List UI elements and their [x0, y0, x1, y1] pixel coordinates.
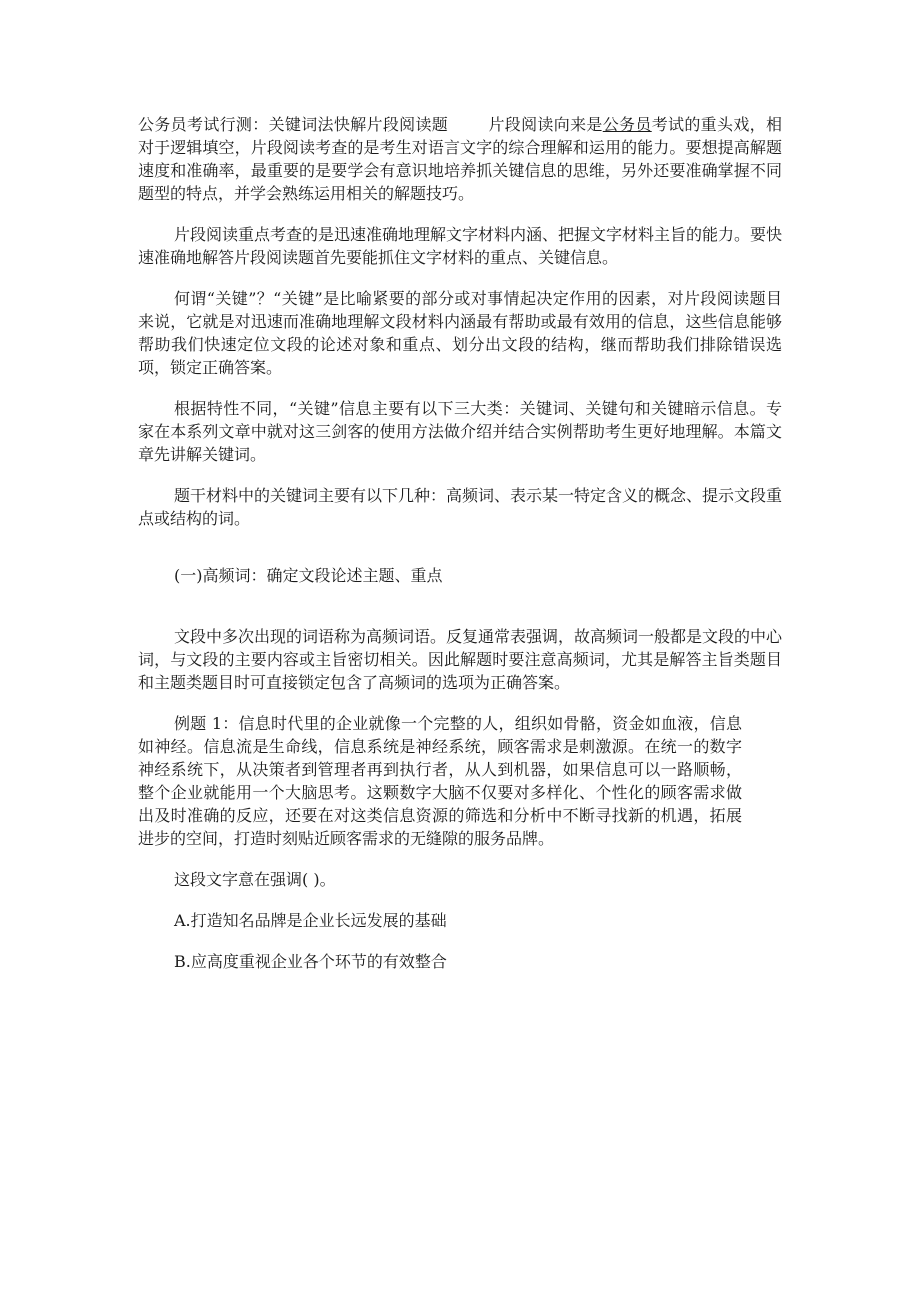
article-body	[138, 113, 782, 991]
section-heading-high-frequency: (一)高频词：确定文段论述主题、重点	[174, 566, 443, 585]
option-b: B.应高度重视企业各个环节的有效整合	[174, 952, 447, 971]
article-title: 公务员考试行测：关键词法快解片段阅读题	[138, 115, 449, 134]
question-prompt: 这段文字意在强调( )。	[174, 870, 336, 889]
intro-text-before-link: 片段阅读向来是	[488, 115, 603, 134]
paragraph-reading-focus: 片段阅读重点考查的是迅速准确地理解文字材料内涵、把握文字材料主旨的能力。要快速准确地解答片段阅读题首先要能抓住文字材料的重点、关键信息。	[138, 225, 783, 267]
paragraph-keyword-types: 题干材料中的关键词主要有以下几种：高频词、表示某一特定含义的概念、提示文段重点或结构的词。	[138, 486, 783, 528]
intro-paragraph	[138, 113, 782, 205]
paragraph-key-categories: 根据特性不同，“关键”信息主要有以下三大类：关键词、关键句和关键暗示信息。专家在本系列文章中就对这三剑客的使用方法做介绍并结合实例帮助考生更好地理解。本篇文章先讲解关键词。	[138, 399, 782, 464]
example-1-passage: 例题 1：信息时代里的企业就像一个完整的人，组织如骨骼，资金如血液，信息如神经。信息流是生命线，信息系统是神经系统，顾客需求是刺激源。在统一的数字神经系统下，从决策者到管理者再到执行者，从人到机器，如果信息可以一路顺畅，整个企业就能用一个大脑思考。这颗数字大脑不仅要对多样化、个性化的顾客需求做出及时准确的反应，还要在对这类信息资源的筛选和分析中不断寻找新的机遇，拓展进步的空间，打造时刻贴近顾客需求的无缝隙的服务品牌。	[138, 714, 742, 848]
intro-text-after-link: 考试的重头戏，相对于逻辑填空，片段阅读考查的是考生对语言文字的综合理解和运用的能力。要想提高解题速度和准确率，最重要的是要学会有意识地培养抓关键信息的思维，另外还要准确掌握不同题型的特点，并学会熟练运用相关的解题技巧。	[138, 115, 782, 203]
option-a: A.打造知名品牌是企业长远发展的基础	[174, 911, 447, 930]
paragraph-high-frequency: 文段中多次出现的词语称为高频词语。反复通常表强调，故高频词一般都是文段的中心词，与文段的主要内容或主旨密切相关。因此解题时要注意高频词，尤其是解答主旨类题目和主题类题目时可直接锁定包含了高频词的选项为正确答案。	[138, 627, 783, 692]
paragraph-key-definition: 何谓“关键”？“关键”是比喻紧要的部分或对事情起决定作用的因素，对片段阅读题目来说，它就是对迅速而准确地理解文段材料内涵最有帮助或最有效用的信息，这些信息能够帮助我们快速定位文段的论述对象和重点、划分出文段的结构，继而帮助我们排除错误选项，锁定正确答案。	[138, 289, 782, 377]
civil-servant-link[interactable]: 公务员	[602, 115, 652, 134]
